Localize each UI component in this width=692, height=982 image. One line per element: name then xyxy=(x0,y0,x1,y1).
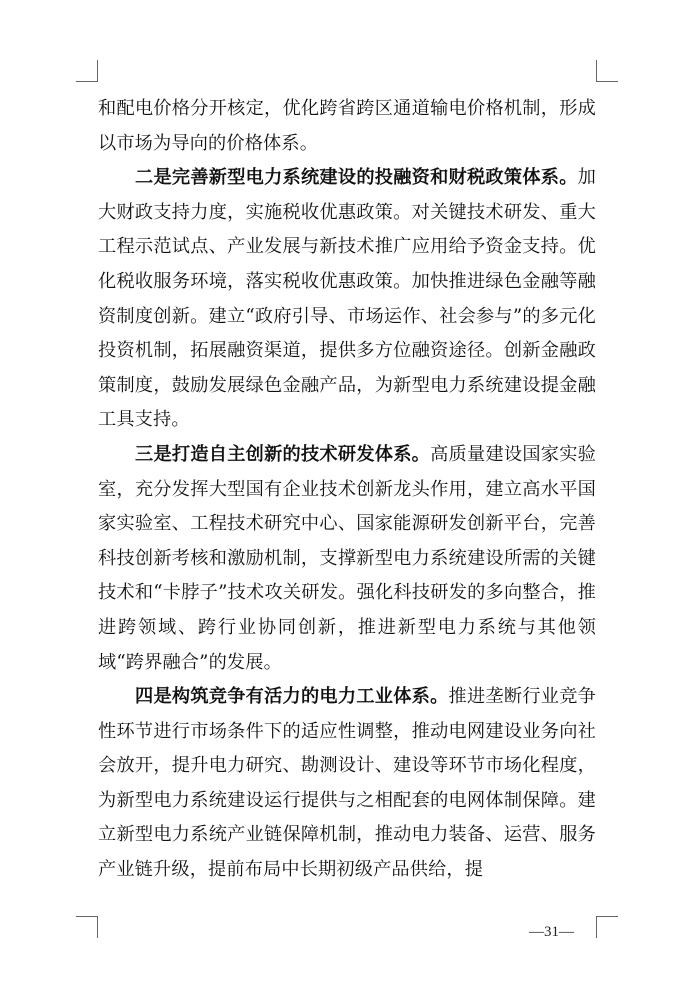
crop-mark-bottom-right-h xyxy=(596,916,618,917)
crop-mark-bottom-left-h xyxy=(76,916,98,917)
paragraph-text: 高质量建设国家实验室，充分发挥大型国有企业技术创新龙头作用，建立高水平国家实验室、工程技术研究中心、国家能源研发创新平台，完善科技创新考核和激励机制，支撑新型电力系统建设所需的关键技术和“卡脖子”技术攻关研发。强化科技研发的多向整合，推进跨领域、跨行业协同创新，推进新型电力系统与其他领域“跨界融合”的发展。 xyxy=(98,443,596,673)
paragraph-heading: 二是完善新型电力系统建设的投融资和财税政策体系。 xyxy=(135,167,578,189)
paragraph-text: 加大财政支持力度，实施税收优惠政策。对关键技术研发、重大工程示范试点、产业发展与新技术推广应用给予资金支持。优化税收服务环境，落实税收优惠政策。加快推进绿色金融等融资制度创新。建立“政府引导、市场运作、社会参与”的多元化投资机制，拓展融资渠道，提供多方位融资途径。创新金融政策制度，鼓励发展绿色金融产品，为新型电力系统建设提金融工具支持。 xyxy=(98,167,596,431)
paragraph-tech-innovation xyxy=(98,438,596,680)
crop-mark-bottom-left-v xyxy=(97,916,98,938)
paragraph-heading: 三是打造自主创新的技术研发体系。 xyxy=(135,443,431,465)
paragraph-investment-finance xyxy=(98,161,596,438)
document-body xyxy=(98,92,596,888)
page-number: —31— xyxy=(529,924,574,940)
crop-mark-top-right-v xyxy=(596,60,597,82)
paragraph-text: 和配电价格分开核定，优化跨省跨区通道输电价格机制，形成以市场为导向的价格体系。 xyxy=(98,98,596,154)
paragraph-text: 推进垄断行业竞争性环节进行市场条件下的适应性调整，推动电网建设业务向社会放开，提升电力研究、勘测设计、建设等环节市场化程度，为新型电力系统建设运行提供与之相配套的电网体制保障。建立新型电力系统产业链保障机制，推动电力装备、运营、服务产业链升级，提前布局中长期初级产品供给，提 xyxy=(98,686,596,881)
crop-mark-top-left-h xyxy=(76,81,98,82)
crop-mark-top-right-h xyxy=(596,81,618,82)
paragraph-continuation xyxy=(98,92,596,161)
paragraph-power-industry xyxy=(98,680,596,888)
crop-mark-top-left-v xyxy=(97,60,98,82)
crop-mark-bottom-right-v xyxy=(596,916,597,938)
paragraph-heading: 四是构筑竞争有活力的电力工业体系。 xyxy=(135,686,449,708)
